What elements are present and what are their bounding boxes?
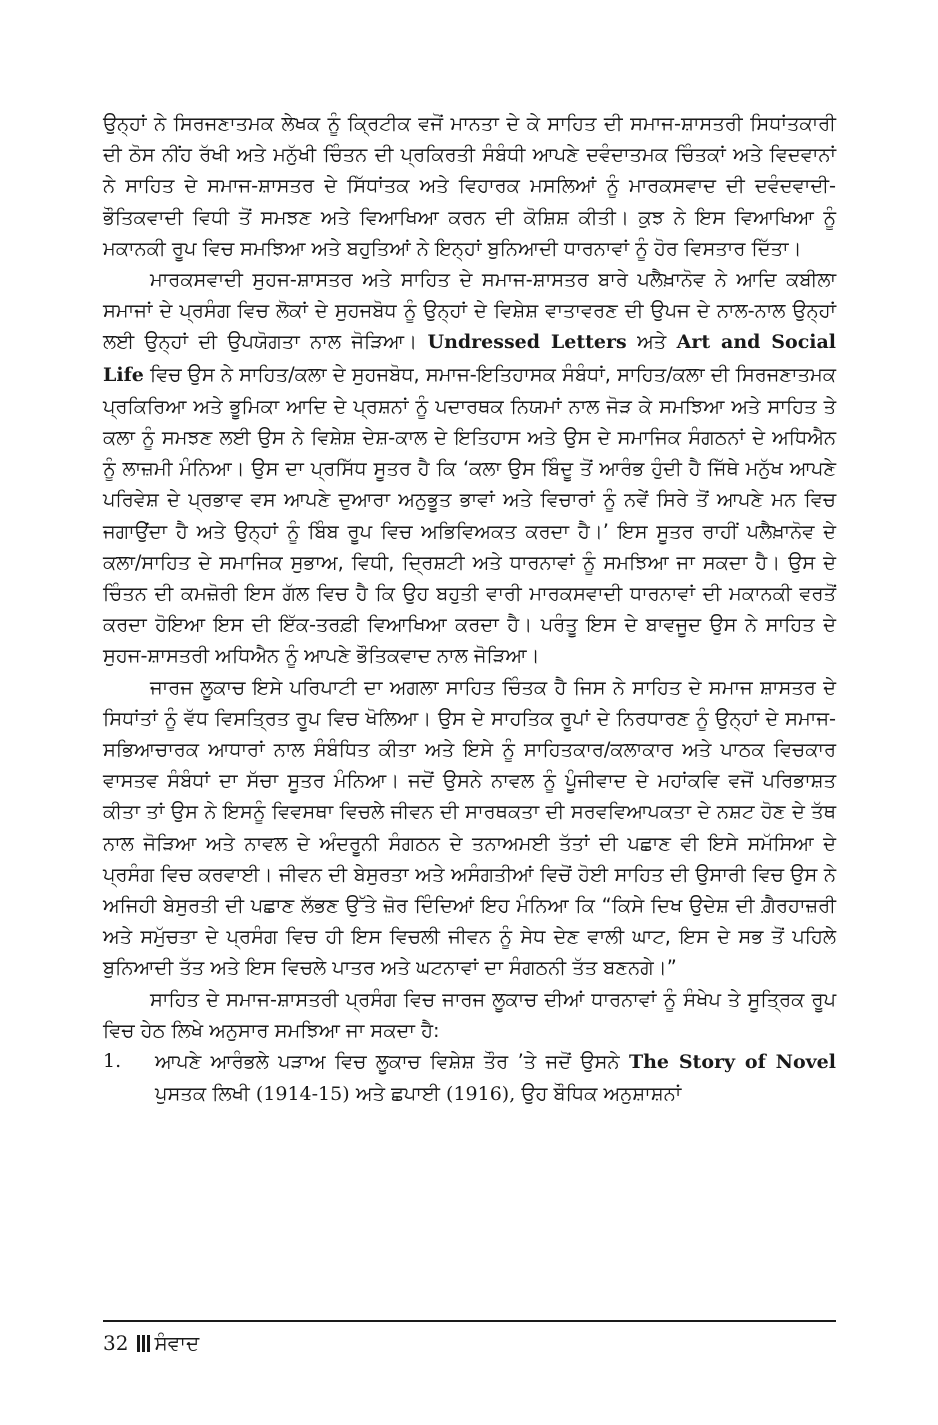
- journal-name: ਸੰਵਾਦ: [154, 1331, 200, 1355]
- paragraph-2-text-c: ਵਿਚ ਉਸ ਨੇ ਸਾਹਿਤ/ਕਲਾ ਦੇ ਸੁਹਜਬੋਧ, ਸਮਾਜ-ਇਤਿਹਾਸਕ ਸੰਬੰਧਾਂ, ਸਾਹਿਤ/ਕਲਾ ਦੀ ਸਿਰਜਣਾਤਮਕ ਪ੍ਰਕਿਰਿਆ ਅਤੇ ਭੂਮਿਕਾ ਆਦਿ ਦੇ ਪ੍ਰਸ਼ਨਾਂ ਨੂੰ ਪਦਾਰਥਕ ਨਿਯਮਾਂ ਨਾਲ ਜੋੜ ਕੇ ਸਮਝਿਆ ਅਤੇ ਸਾਹਿਤ ਤੇ ਕਲਾ ਨੂੰ ਸਮਝਣ ਲਈ ਉਸ ਨੇ ਵਿਸ਼ੇਸ਼ ਦੇਸ਼-ਕਾਲ ਦੇ ਇਤਿਹਾਸ ਅਤੇ ਉਸ ਦੇ ਸਮਾਜਿਕ ਸੰਗਠਨਾਂ ਦੇ ਅਧਿਐਨ ਨੂੰ ਲਾਜ਼ਮੀ ਮੰਨਿਆ। ਉਸ ਦਾ ਪ੍ਰਸਿੱਧ ਸੂਤਰ ਹੈ ਕਿ ‘ਕਲਾ ਉਸ ਬਿੰਦੂ ਤੋਂ ਆਰੰਭ ਹੁੰਦੀ ਹੈ ਜਿੱਥੇ ਮਨੁੱਖ ਆਪਣੇ ਪਰਿਵੇਸ਼ ਦੇ ਪ੍ਰਭਾਵ ਵਸ ਆਪਣੇ ਦੁਆਰਾ ਅਨੁਭੂਤ ਭਾਵਾਂ ਅਤੇ ਵਿਚਾਰਾਂ ਨੂੰ ਨਵੇਂ ਸਿਰੇ ਤੋਂ ਆਪਣੇ ਮਨ ਵਿਚ ਜਗਾਉਂਦਾ ਹੈ ਅਤੇ ਉਨ੍ਹਾਂ ਨੂੰ ਬਿੰਬ ਰੂਪ ਵਿਚ ਅਭਿਵਿਅਕਤ ਕਰਦਾ ਹੈ।’ ਇਸ ਸੂਤਰ ਰਾਹੀਂ ਪਲੈਖ਼ਾਨੋਵ ਦੇ ਕਲਾ/ਸਾਹਿਤ ਦੇ ਸਮਾਜਿਕ ਸੁਭਾਅ, ਵਿਧੀ, ਦ੍ਰਿਸ਼ਟੀ ਅਤੇ ਧਾਰਨਾਵਾਂ ਨੂੰ ਸਮਝਿਆ ਜਾ ਸਕਦਾ ਹੈ। ਉਸ ਦੇ ਚਿੰਤਨ ਦੀ ਕਮਜ਼ੋਰੀ ਇਸ ਗੱਲ ਵਿਚ ਹੈ ਕਿ ਉਹ ਬਹੁਤੀ ਵਾਰੀ ਮਾਰਕਸਵਾਦੀ ਧਾਰਨਾਵਾਂ ਦੀ ਮਕਾਨਕੀ ਵਰਤੋਂ ਕਰਦਾ ਹੋਇਆ ਇਸ ਦੀ ਇੱਕ-ਤਰਫ਼ੀ ਵਿਆਖਿਆ ਕਰਦਾ ਹੈ। ਪਰੰਤੂ ਇਸ ਦੇ ਬਾਵਜੂਦ ਉਸ ਨੇ ਸਾਹਿਤ ਦੇ ਸੁਹਜ-ਸ਼ਾਸਤਰੀ ਅਧਿਐਨ ਨੂੰ ਆਪਣੇ ਭੌਤਿਕਵਾਦ ਨਾਲ ਜੋੜਿਆ।: [103, 362, 836, 668]
- footer-divider: [103, 1320, 836, 1322]
- list-item-text-d: ਉਹ ਬੌਧਿਕ ਅਨੁਸ਼ਾਸ਼ਨਾਂ: [521, 1082, 682, 1106]
- year-published: (1916),: [446, 1083, 516, 1106]
- paragraph-2-text-b: ਅਤੇ: [637, 330, 667, 354]
- bars-icon: [137, 1335, 150, 1352]
- list-item-text-b: ਪੁਸਤਕ ਲਿਖੀ: [155, 1082, 250, 1106]
- title-the-story-of-novel: The Story of Novel: [628, 1051, 836, 1074]
- paragraph-2: [103, 264, 836, 672]
- paragraph-4: ਸਾਹਿਤ ਦੇ ਸਮਾਜ-ਸ਼ਾਸਤਰੀ ਪ੍ਰਸੰਗ ਵਿਚ ਜਾਰਜ ਲੂਕਾਚ ਦੀਆਂ ਧਾਰਨਾਵਾਂ ਨੂੰ ਸੰਖੇਪ ਤੇ ਸੂਤ੍ਰਿਕ ਰੂਪ ਵਿਚ ਹੇਠ ਲਿਖੇ ਅਨੁਸਾਰ ਸਮਝਿਆ ਜਾ ਸਕਦਾ ਹੈ:: [103, 987, 836, 1042]
- list-item-number: 1.: [103, 1050, 122, 1073]
- years-written: (1914-15): [255, 1083, 350, 1106]
- page-body: [103, 108, 836, 1111]
- page-footer: [103, 1329, 199, 1357]
- paragraph-3: ਜਾਰਜ ਲੂਕਾਚ ਇਸੇ ਪਰਿਪਾਟੀ ਦਾ ਅਗਲਾ ਸਾਹਿਤ ਚਿੰਤਕ ਹੈ ਜਿਸ ਨੇ ਸਾਹਿਤ ਦੇ ਸਮਾਜ ਸ਼ਾਸਤਰ ਦੇ ਸਿਧਾਂਤਾਂ ਨੂੰ ਵੱਧ ਵਿਸਤ੍ਰਿਤ ਰੂਪ ਵਿਚ ਖੋਲਿਆ। ਉਸ ਦੇ ਸਾਹਤਿਕ ਰੂਪਾਂ ਦੇ ਨਿਰਧਾਰਣ ਨੂੰ ਉਨ੍ਹਾਂ ਦੇ ਸਮਾਜ-ਸਭਿਆਚਾਰਕ ਆਧਾਰਾਂ ਨਾਲ ਸੰਬੰਧਿਤ ਕੀਤਾ ਅਤੇ ਇਸੇ ਨੂੰ ਸਾਹਿਤਕਾਰ/ਕਲਾਕਾਰ ਅਤੇ ਪਾਠਕ ਵਿਚਕਾਰ ਵਾਸਤਵ ਸੰਬੰਧਾਂ ਦਾ ਸੱਚਾ ਸੂਤਰ ਮੰਨਿਆ। ਜਦੋਂ ਉਸਨੇ ਨਾਵਲ ਨੂੰ ਪੂੰਜੀਵਾਦ ਦੇ ਮਹਾਂਕਵਿ ਵਜੋਂ ਪਰਿਭਾਸ਼ਤ ਕੀਤਾ ਤਾਂ ਉਸ ਨੇ ਇਸਨੂੰ ਵਿਵਸਥਾ ਵਿਚਲੇ ਜੀਵਨ ਦੀ ਸਾਰਥਕਤਾ ਦੀ ਸਰਵਵਿਆਪਕਤਾ ਦੇ ਨਸ਼ਟ ਹੋਣ ਦੇ ਤੱਥ ਨਾਲ ਜੋੜਿਆ ਅਤੇ ਨਾਵਲ ਦੇ ਅੰਦਰੂਨੀ ਸੰਗਠਨ ਦੇ ਤਨਾਅਮਈ ਤੱਤਾਂ ਦੀ ਪਛਾਣ ਵੀ ਇਸੇ ਸਮੱਸਿਆ ਦੇ ਪ੍ਰਸੰਗ ਵਿਚ ਕਰਵਾਈ। ਜੀਵਨ ਦੀ ਬੇਸੁਰਤਾ ਅਤੇ ਅਸੰਗਤੀਆਂ ਵਿਚੋਂ ਹੋਈ ਸਾਹਿਤ ਦੀ ਉਸਾਰੀ ਵਿਚ ਉਸ ਨੇ ਅਜਿਹੀ ਬੇਸੁਰਤੀ ਦੀ ਪਛਾਣ ਲੱਭਣ ਉੱਤੇ ਜ਼ੋਰ ਦਿੰਦਿਆਂ ਇਹ ਮੰਨਿਆ ਕਿ “ਕਿਸੇ ਦਿਖ ਉਦੇਸ਼ ਦੀ ਗ਼ੈਰਹਾਜ਼ਰੀ ਅਤੇ ਸਮੁੱਚਤਾ ਦੇ ਪ੍ਰਸੰਗ ਵਿਚ ਹੀ ਇਸ ਵਿਚਲੀ ਜੀਵਨ ਨੂੰ ਸੇਧ ਦੇਣ ਵਾਲੀ ਘਾਟ, ਇਸ ਦੇ ਸਭ ਤੋਂ ਪਹਿਲੇ ਬੁਨਿਆਦੀ ਤੱਤ ਅਤੇ ਇਸ ਵਿਚਲੇ ਪਾਤਰ ਅਤੇ ਘਟਨਾਵਾਂ ਦਾ ਸੰਗਠਨੀ ਤੱਤ ਬਣਨਗੇ।”: [103, 675, 836, 980]
- title-art-and-social-life: Art and Social Life: [103, 331, 837, 386]
- list-item-text-a: ਆਪਣੇ ਆਰੰਭਲੇ ਪੜਾਅ ਵਿਚ ਲੂਕਾਚ ਵਿਸ਼ੇਸ਼ ਤੌਰ ’ਤੇ ਜਦੋਂ ਉਸਨੇ: [155, 1050, 620, 1074]
- title-undressed-letters: Undressed Letters: [427, 331, 627, 354]
- paragraph-2-text-a: ਮਾਰਕਸਵਾਦੀ ਸੁਹਜ-ਸ਼ਾਸਤਰ ਅਤੇ ਸਾਹਿਤ ਦੇ ਸਮਾਜ-ਸ਼ਾਸਤਰ ਬਾਰੇ ਪਲੈਖ਼ਾਨੋਵ ਨੇ ਆਦਿ ਕਬੀਲਾ ਸਮਾਜਾਂ ਦੇ ਪ੍ਰਸੰਗ ਵਿਚ ਲੋਕਾਂ ਦੇ ਸੁਹਜਬੋਧ ਨੂੰ ਉਨ੍ਹਾਂ ਦੇ ਵਿਸ਼ੇਸ਼ ਵਾਤਾਵਰਣ ਦੀ ਉਪਜ ਦੇ ਨਾਲ-ਨਾਲ ਉਨ੍ਹਾਂ ਲਈ ਉਨ੍ਹਾਂ ਦੀ ਉਪਯੋਗਤਾ ਨਾਲ ਜੋੜਿਆ।: [103, 268, 836, 354]
- list-item: [103, 1046, 836, 1110]
- paragraph-1: ਉਨ੍ਹਾਂ ਨੇ ਸਿਰਜਣਾਤਮਕ ਲੇਖਕ ਨੂੰ ਕ੍ਰਿਟੀਕ ਵਜੋਂ ਮਾਨਤਾ ਦੇ ਕੇ ਸਾਹਿਤ ਦੀ ਸਮਾਜ-ਸ਼ਾਸਤਰੀ ਸਿਧਾਂਤਕਾਰੀ ਦੀ ਠੋਸ ਨੀਂਹ ਰੱਖੀ ਅਤੇ ਮਨੁੱਖੀ ਚਿੰਤਨ ਦੀ ਪ੍ਰਕਿਰਤੀ ਸੰਬੰਧੀ ਆਪਣੇ ਦਵੰਦਾਤਮਕ ਚਿੰਤਕਾਂ ਅਤੇ ਵਿਦਵਾਨਾਂ ਨੇ ਸਾਹਿਤ ਦੇ ਸਮਾਜ-ਸ਼ਾਸਤਰ ਦੇ ਸਿੱਧਾਂਤਕ ਅਤੇ ਵਿਹਾਰਕ ਮਸਲਿਆਂ ਨੂੰ ਮਾਰਕਸਵਾਦ ਦੀ ਦਵੰਦਵਾਦੀ-ਭੌਤਿਕਵਾਦੀ ਵਿਧੀ ਤੋਂ ਸਮਝਣ ਅਤੇ ਵਿਆਖਿਆ ਕਰਨ ਦੀ ਕੋਸ਼ਿਸ਼ ਕੀਤੀ। ਕੁਝ ਨੇ ਇਸ ਵਿਆਖਿਆ ਨੂੰ ਮਕਾਨਕੀ ਰੂਪ ਵਿਚ ਸਮਝਿਆ ਅਤੇ ਬਹੁਤਿਆਂ ਨੇ ਇਨ੍ਹਾਂ ਬੁਨਿਆਦੀ ਧਾਰਨਾਵਾਂ ਨੂੰ ਹੋਰ ਵਿਸਤਾਰ ਦਿੱਤਾ।: [103, 112, 836, 260]
- list-item-text-c: ਅਤੇ ਛਪਾਈ: [355, 1082, 440, 1106]
- page-number: 32: [103, 1331, 129, 1355]
